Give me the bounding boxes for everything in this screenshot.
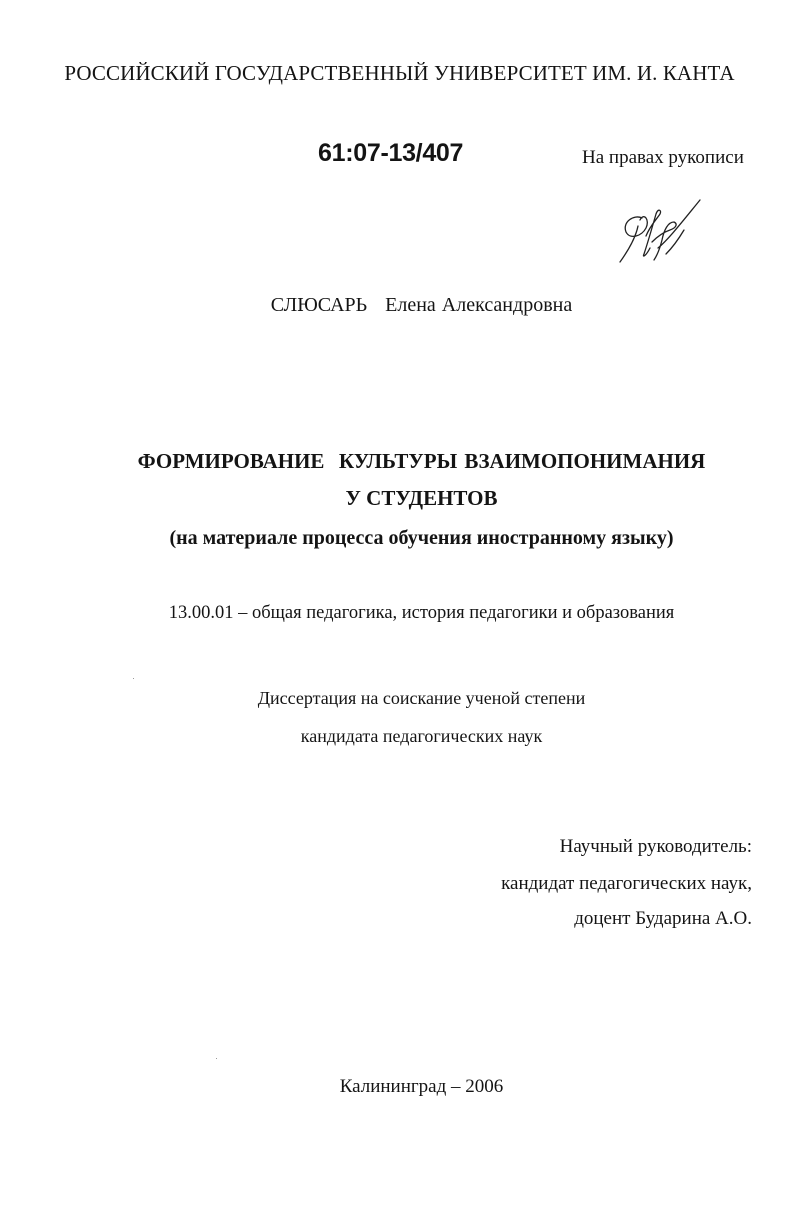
supervisor-name: доцент Бударина А.О. xyxy=(574,908,752,929)
degree-line-1: Диссертация на соискание ученой степени xyxy=(257,688,586,708)
catalog-number: 61:07-13/407 xyxy=(318,139,464,167)
dissertation-title-line-1: ФОРМИРОВАНИЕ КУЛЬТУРЫ ВЗАИМОПОНИМАНИЯ xyxy=(137,449,706,473)
specialty-code: 13.00.01 – общая педагогика, история педагогики и образования xyxy=(168,603,675,623)
supervisor-degree: кандидат педагогических наук, xyxy=(501,873,752,894)
degree-line-2: кандидата педагогических наук xyxy=(300,726,543,746)
manuscript-rights-note: На правах рукописи xyxy=(582,147,744,168)
scan-speck xyxy=(133,678,134,679)
university-name: РОССИЙСКИЙ ГОСУДАРСТВЕННЫЙ УНИВЕРСИТЕТ ИМ. И. КАНТА xyxy=(64,61,735,85)
city-and-year: Калининград – 2006 xyxy=(339,1076,504,1097)
dissertation-title-line-2: У СТУДЕНТОВ xyxy=(345,486,498,510)
dissertation-subtitle: (на материале процесса обучения иностранному языку) xyxy=(169,527,674,549)
scan-speck xyxy=(216,1058,217,1059)
supervisor-label: Научный руководитель: xyxy=(559,836,752,857)
handwritten-signature xyxy=(612,196,704,266)
author-name: СЛЮСАРЬ Елена Александровна xyxy=(270,294,573,316)
